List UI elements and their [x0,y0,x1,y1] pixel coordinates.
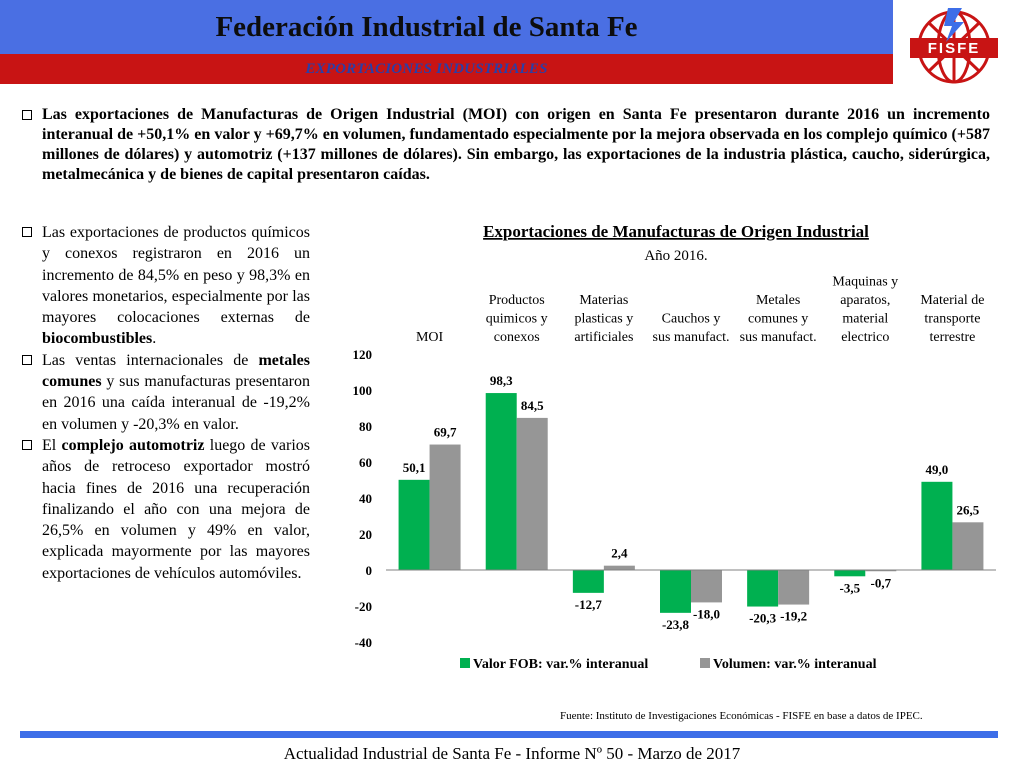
bullet-text: . [152,330,157,348]
category-label: Materias [579,293,629,308]
data-label: 49,0 [925,461,949,477]
y-tick-label: -40 [354,635,372,650]
source-note: Fuente: Instituto de Investigaciones Económicas - FISFE en base a datos de IPEC. [560,710,923,722]
legend-swatch [460,658,470,668]
checkbox-bullet-icon [22,227,32,237]
legend-swatch [700,658,710,668]
y-tick-label: 40 [359,491,372,506]
bar [486,393,517,570]
bar [604,566,635,570]
chart-area [330,212,1010,692]
bullet-item [22,435,310,584]
data-label: -0,7 [870,575,892,591]
bar [952,522,983,570]
checkbox-bullet-icon [22,440,32,450]
category-label: terrestre [929,330,976,345]
page-title: Federación Industrial de Santa Fe [215,10,638,43]
data-label: 69,7 [433,424,457,440]
category-label: quimicos y [485,311,548,327]
y-tick-label: 120 [352,347,372,362]
y-tick-label: 100 [352,383,372,398]
bar [660,570,691,613]
data-label: -20,3 [749,610,777,626]
category-label: comunes y [748,311,809,327]
y-tick-label: 80 [359,419,372,434]
data-label: 2,4 [611,545,628,561]
chart-title: Exportaciones de Manufacturas de Origen Industrial [483,222,869,241]
bullet-text: Las exportaciones de productos químicos y conexos registraron en 2016 un incremento de 84,5% en peso y 98,3% en valores monetarios, especialmente por las mayores colocaciones externas de [42,224,310,327]
category-label: sus manufact. [739,330,817,345]
data-label: -3,5 [839,580,861,596]
data-label: 50,1 [402,459,426,475]
bullet-bold-text: biocombustibles [42,330,153,348]
bullet-bold-text: complejo automotriz [61,436,205,454]
chart-subtitle: Año 2016. [644,248,708,264]
category-label: electrico [841,330,890,345]
category-label: Material de [920,293,985,308]
data-label: 26,5 [956,502,980,518]
bar [573,570,604,593]
category-label: sus manufact. [652,330,730,345]
checkbox-bullet-icon [22,110,32,120]
footer-text: Actualidad Industrial de Santa Fe - Informe Nº 50 - Marzo de 2017 [283,744,741,763]
legend-label: Valor FOB: var.% interanual [473,657,649,672]
bar [517,418,548,570]
category-label: material [842,311,889,327]
data-label: 98,3 [489,373,513,389]
category-label: Cauchos y [661,311,721,327]
bar [778,570,809,605]
bar [691,570,722,602]
category-label: transporte [924,311,981,327]
data-label: -18,0 [692,606,721,622]
data-label: -19,2 [780,608,808,624]
bullet-text: luego de varios años de retroceso exportador mostró hacia fines de 2016 una recuperación finalizando el año con una mejora de 26,5% en volumen y 49% en valor, explicada mayormente por las mayores exportaciones de vehículos automóviles. [42,436,311,582]
category-label: Metales [755,293,801,308]
bullet-bold-text: metales comunes [42,351,310,391]
category-label: artificiales [574,330,634,345]
bar [399,480,430,570]
category-label: conexos [493,330,540,345]
category-label: aparatos, [840,293,891,308]
data-label: -23,8 [661,616,690,632]
bullet-item [22,222,310,350]
bullet-item [22,350,310,435]
bar [747,570,778,607]
bar-chart [330,212,1010,692]
data-label: -12,7 [574,596,602,612]
y-tick-label: -20 [354,599,372,614]
category-label: Productos [488,293,545,308]
intro-paragraph [22,105,990,185]
y-tick-label: 60 [359,455,372,470]
bar [834,570,865,576]
intro-text: Las exportaciones de Manufacturas de Origen Industrial (MOI) con origen en Santa Fe presentaron durante 2016 un incremento interanual de +50,1% en valor y +69,7% en volumen, fundamentado especialmente por la mejora observada en los complejo químico (+587 millones de dólares) y automotriz (+137 millones de dólares). Sin embargo, las exportaciones de la industria plástica, caucho, siderúrgica, metalmecánica y de bienes de capital presentaron caídas. [42,106,990,183]
bullet-text: El [42,436,62,454]
logo-text: FISFE [927,40,981,57]
footer-divider [20,731,998,738]
fisfe-logo [908,6,1000,88]
bullet-list [22,222,310,584]
category-label: plasticas y [574,311,634,327]
category-label: Maquinas y [832,274,899,290]
checkbox-bullet-icon [22,355,32,365]
bar [921,482,952,570]
y-tick-label: 0 [365,563,372,578]
header-banner [0,0,893,54]
category-label: MOI [415,330,444,345]
bar [430,445,461,570]
data-label: 84,5 [520,397,544,413]
page-subtitle: EXPORTACIONES INDUSTRIALES [305,60,548,77]
y-tick-label: 20 [359,527,372,542]
legend-label: Volumen: var.% interanual [713,657,877,672]
bullet-text: Las ventas internacionales de [42,351,259,369]
subheader-banner [0,54,893,84]
bullet-text: y sus manufacturas presentaron en 2016 una caída interanual de -19,2% en volumen y -20,3% en valor. [42,373,310,433]
